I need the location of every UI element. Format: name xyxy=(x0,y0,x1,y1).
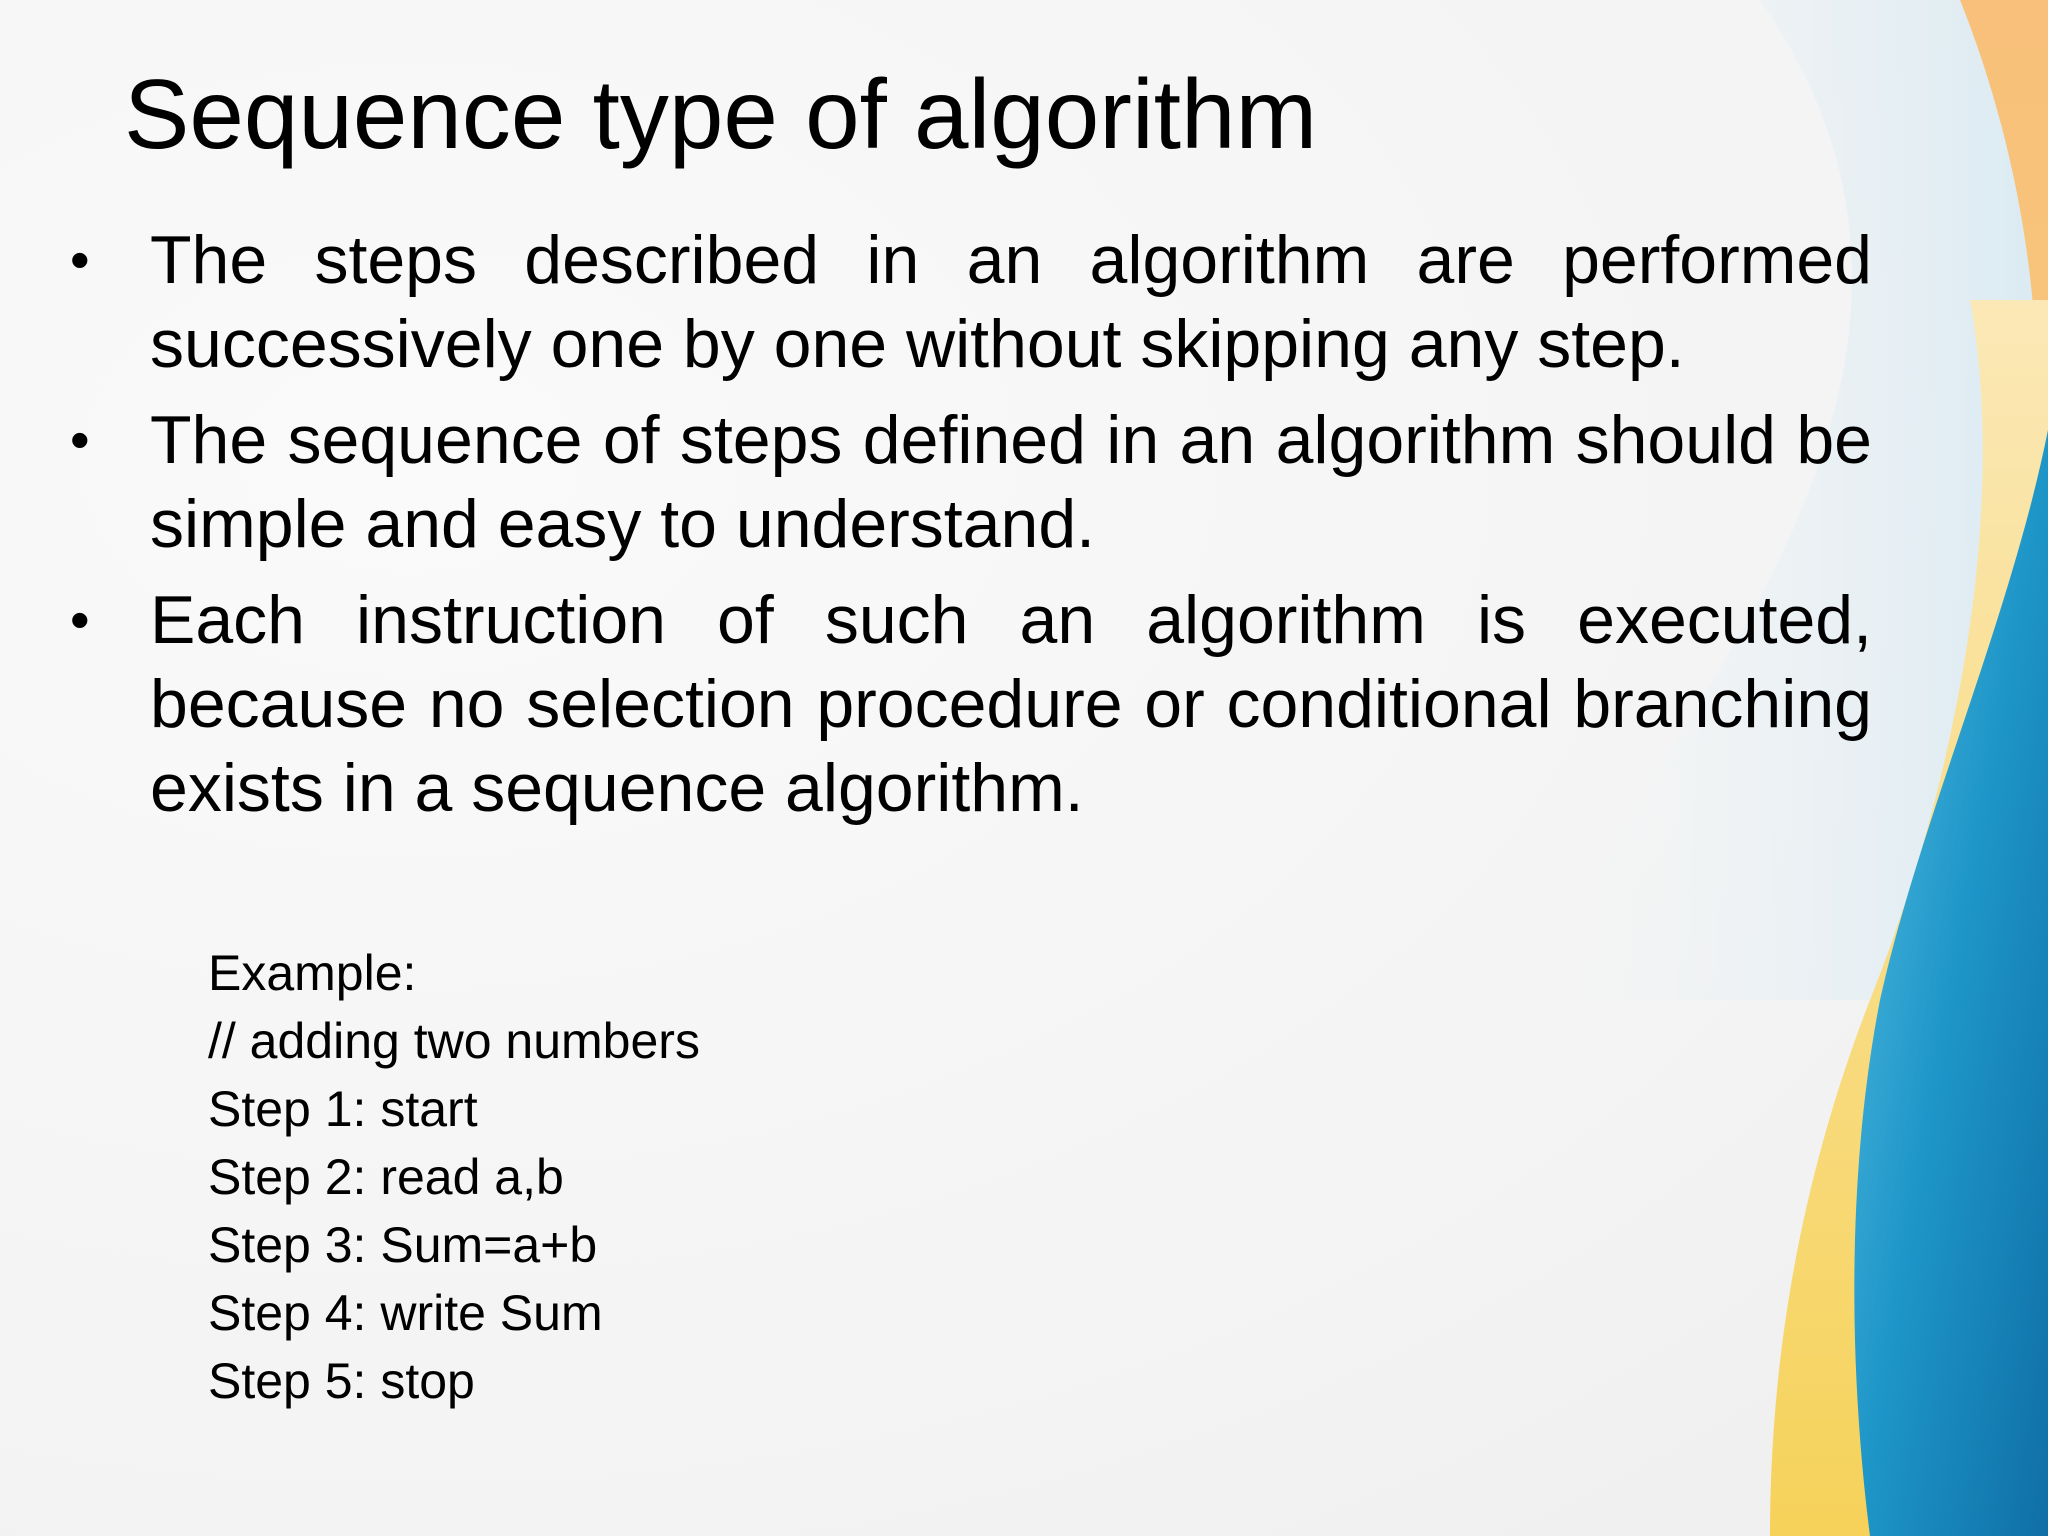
bullet-list xyxy=(70,218,1872,842)
example-step: Step 3: Sum=a+b xyxy=(208,1217,598,1273)
example-comment: // adding two numbers xyxy=(208,1013,700,1069)
slide-title: Sequence type of algorithm xyxy=(124,59,1318,169)
bullet-text: The steps described in an algorithm are performed successively one by one without skipping any step. xyxy=(150,222,1872,382)
bullet-text: The sequence of steps defined in an algorithm should be simple and easy to understand. xyxy=(150,402,1872,562)
bullet-item xyxy=(70,398,1872,566)
bullet-item xyxy=(70,578,1872,830)
example-step: Step 2: read a,b xyxy=(208,1149,564,1205)
bullet-item xyxy=(70,218,1872,386)
bullet-dot-icon: • xyxy=(70,408,90,471)
example-step: Step 5: stop xyxy=(208,1353,475,1409)
bullet-dot-icon: • xyxy=(70,588,90,651)
example-step: Step 1: start xyxy=(208,1081,478,1137)
example-step: Step 4: write Sum xyxy=(208,1285,603,1341)
bullet-dot-icon: • xyxy=(70,228,90,291)
example-block xyxy=(208,939,700,1415)
bullet-text: Each instruction of such an algorithm is executed, because no selection procedure or conditional branching exists in a sequence algorithm. xyxy=(150,582,1872,826)
example-heading: Example: xyxy=(208,945,417,1001)
